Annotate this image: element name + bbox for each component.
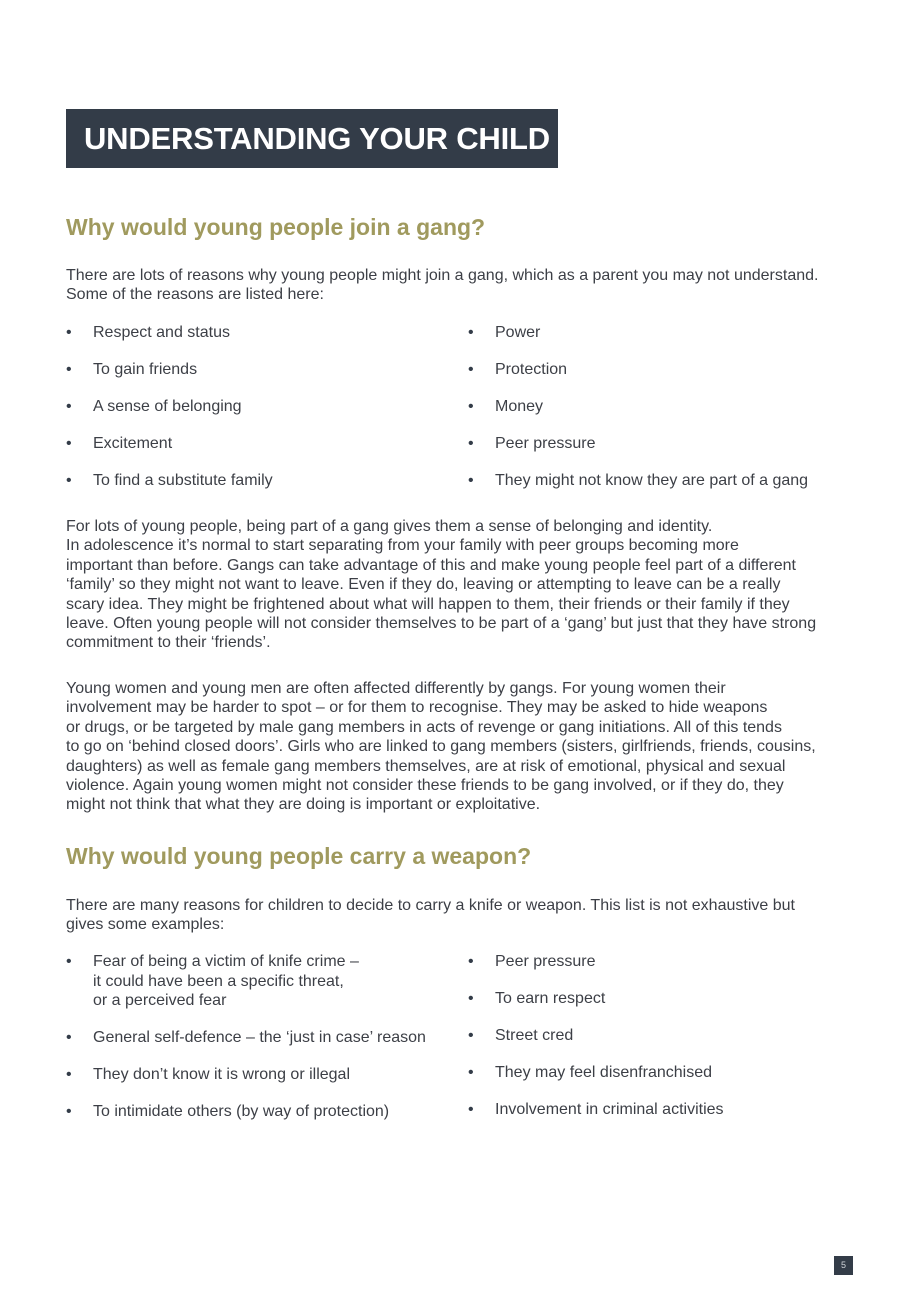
text-line: For lots of young people, being part of a gang gives them a sense of belonging and identity. <box>66 518 713 535</box>
bullet-icon: • <box>66 361 72 378</box>
bullet-icon: • <box>468 1064 474 1081</box>
text-line: violence. Again young women might not consider these friends to be gang involved, or if they do, they <box>66 777 784 795</box>
bullet-icon: • <box>468 361 474 378</box>
text-line: gives some examples: <box>66 916 225 934</box>
intro-paragraph-gang <box>66 266 858 305</box>
text-line: Young women and young men are often affected differently by gangs. For young women their <box>66 680 726 697</box>
text-line: In adolescence it’s normal to start separating from your family with peer groups becoming more <box>66 537 739 555</box>
bullet-icon: • <box>468 1101 474 1118</box>
body-paragraph-belonging <box>66 517 858 653</box>
bullet-icon: • <box>468 324 474 341</box>
bullet-icon: • <box>66 953 72 970</box>
text-line: to go on ‘behind closed doors’. Girls who are linked to gang members (sisters, girlfriends, friends, cousins, <box>66 738 816 756</box>
text-line: ‘family’ so they might not want to leave. Even if they do, leaving or attempting to leave can be a really <box>66 576 781 594</box>
text-line: leave. Often young people will not consider themselves to be part of a ‘gang’ but just that they have strong <box>66 615 817 633</box>
text-line: commitment to their ‘friends’. <box>66 634 271 652</box>
section-heading-weapon: Why would young people carry a weapon? <box>66 843 532 869</box>
bullet-icon: • <box>66 398 72 415</box>
text-line: involvement may be harder to spot – or for them to recognise. They may be asked to hide weapons <box>66 699 768 717</box>
section-heading-gang: Why would young people join a gang? <box>66 214 486 240</box>
bullet-icon: • <box>468 472 474 489</box>
text-line: Some of the reasons are listed here: <box>66 286 324 304</box>
bullet-icon: • <box>66 435 72 452</box>
bullet-icon: • <box>66 1103 72 1120</box>
text-line: important than before. Gangs can take advantage of this and make young people feel part of a different <box>66 556 796 574</box>
text-line: There are many reasons for children to decide to carry a knife or weapon. This list is not exhaustive but <box>66 897 795 914</box>
text-line: scary idea. They might be frightened about what will happen to them, their friends or their family if they <box>66 595 790 613</box>
text-line: daughters) as well as female gang members themselves, are at risk of emotional, physical and sexual <box>66 757 786 775</box>
bullet-icon: • <box>66 1066 72 1083</box>
page-title: UNDERSTANDING YOUR CHILD <box>84 120 550 156</box>
bullet-icon: • <box>468 435 474 452</box>
bullet-icon: • <box>468 990 474 1007</box>
bullet-icon: • <box>468 398 474 415</box>
bullet-icon: • <box>468 1027 474 1044</box>
text-line: might not think that what they are doing is important or exploitative. <box>66 796 541 814</box>
bullet-icon: • <box>66 472 72 489</box>
text-line: or drugs, or be targeted by male gang members in acts of revenge or gang initiations. All of this tends <box>66 718 782 736</box>
intro-paragraph-weapon <box>66 896 858 935</box>
bullet-icon: • <box>66 1029 72 1046</box>
page-number: 5 <box>834 1256 853 1275</box>
body-paragraph-young-women <box>66 679 858 815</box>
bullet-icon: • <box>468 953 474 970</box>
text-line: There are lots of reasons why young people might join a gang, which as a parent you may not understand. <box>66 267 819 284</box>
bullet-icon: • <box>66 324 72 341</box>
page-banner <box>66 109 558 168</box>
